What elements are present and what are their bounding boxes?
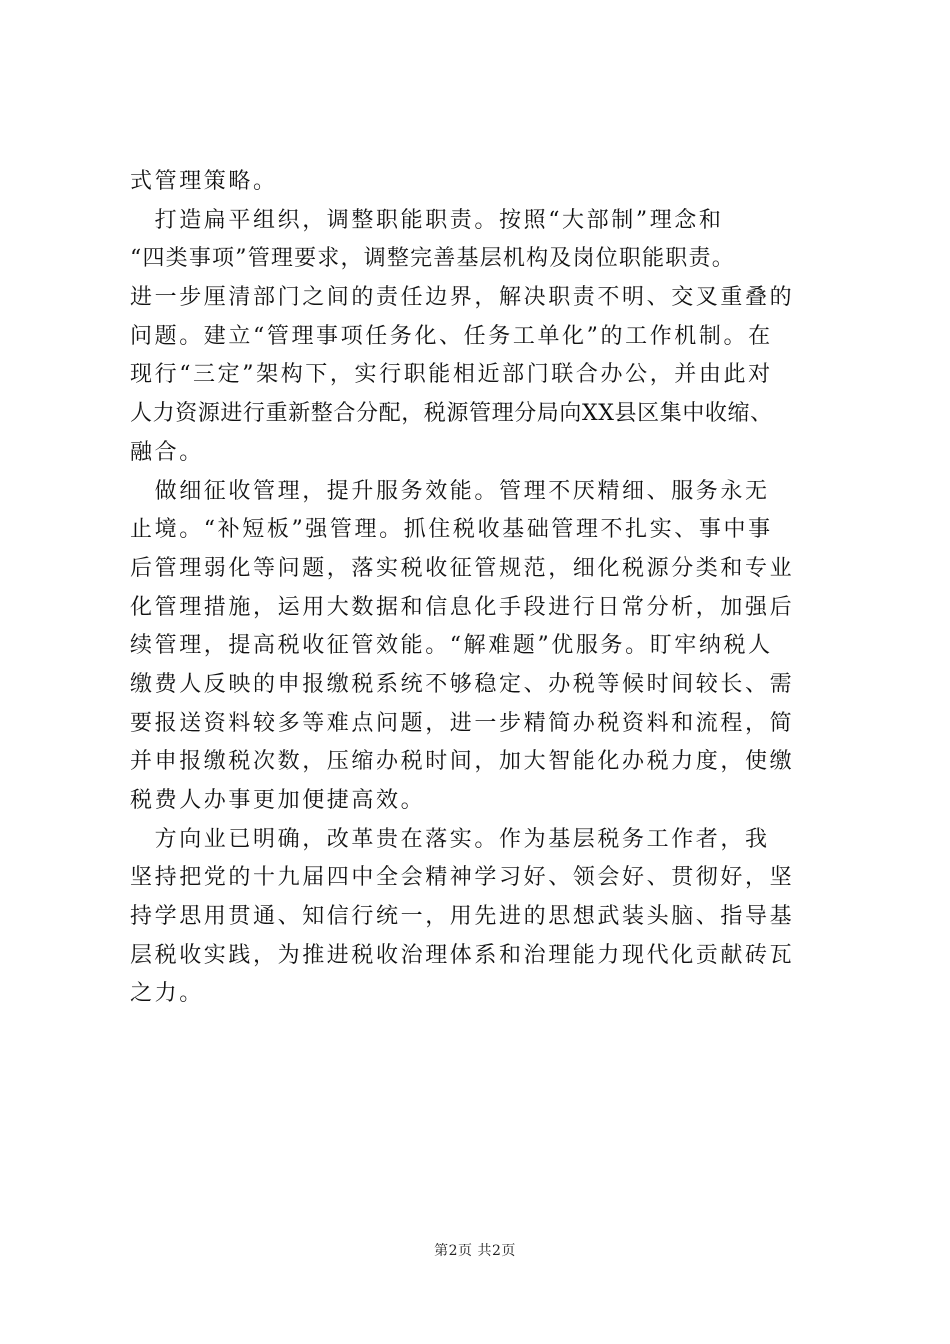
page-number-footer: 第2页 共2页 — [434, 1243, 516, 1259]
text-line: “四类事项”管理要求，调整完善基层机构及岗位职能职责。 — [130, 246, 735, 272]
text-line: 式管理策略。 — [130, 169, 278, 194]
text-line: 进一步厘清部门之间的责任边界，解决职责不明、交叉重叠的 — [130, 285, 795, 311]
text-line: 税费人办事更加便捷高效。 — [130, 788, 426, 813]
text-line: 之力。 — [130, 981, 204, 1007]
text-line: 止境。“补短板”强管理。抓住税收基础管理不扎实、事中事 — [130, 517, 773, 543]
text-line: 融合。 — [130, 439, 204, 465]
text-line: 做细征收管理，提升服务效能。管理不厌精细、服务永无 — [130, 478, 770, 504]
text-line: 化管理措施，运用大数据和信息化手段进行日常分析，加强后 — [130, 594, 795, 620]
text-line: 后管理弱化等问题，落实税收征管规范，细化税源分类和专业 — [130, 555, 795, 581]
text-line: 层税收实践，为推进税收治理体系和治理能力现代化贡献砖瓦 — [130, 942, 795, 968]
text-line: 持学思用贯通、知信行统一，用先进的思想武装头脑、指导基 — [130, 904, 795, 930]
text-line: 方向业已明确，改革贵在落实。作为基层税务工作者，我 — [130, 826, 770, 852]
text-line: 问题。建立“管理事项任务化、任务工单化”的工作机制。在 — [130, 323, 773, 349]
document-body — [130, 163, 830, 1014]
text-line: 要报送资料较多等难点问题，进一步精简办税资料和流程，简 — [130, 710, 795, 736]
text-line: 人力资源进行重新整合分配，税源管理分局向XX县区集中收缩、 — [130, 401, 773, 427]
text-line: 并申报缴税次数，压缩办税时间，加大智能化办税力度，使缴 — [130, 749, 795, 775]
text-line: 续管理，提高税收征管效能。“解难题”优服务。盯牢纳税人 — [130, 633, 773, 659]
text-line: 现行“三定”架构下，实行职能相近部门联合办公，并由此对 — [130, 362, 773, 388]
text-line: 坚持把党的十九届四中全会精神学习好、领会好、贯彻好，坚 — [130, 865, 795, 891]
text-line: 缴费人反映的申报缴税系统不够稳定、办税等候时间较长、需 — [130, 671, 795, 697]
text-line: 打造扁平组织，调整职能职责。按照“大部制”理念和 — [130, 207, 724, 233]
